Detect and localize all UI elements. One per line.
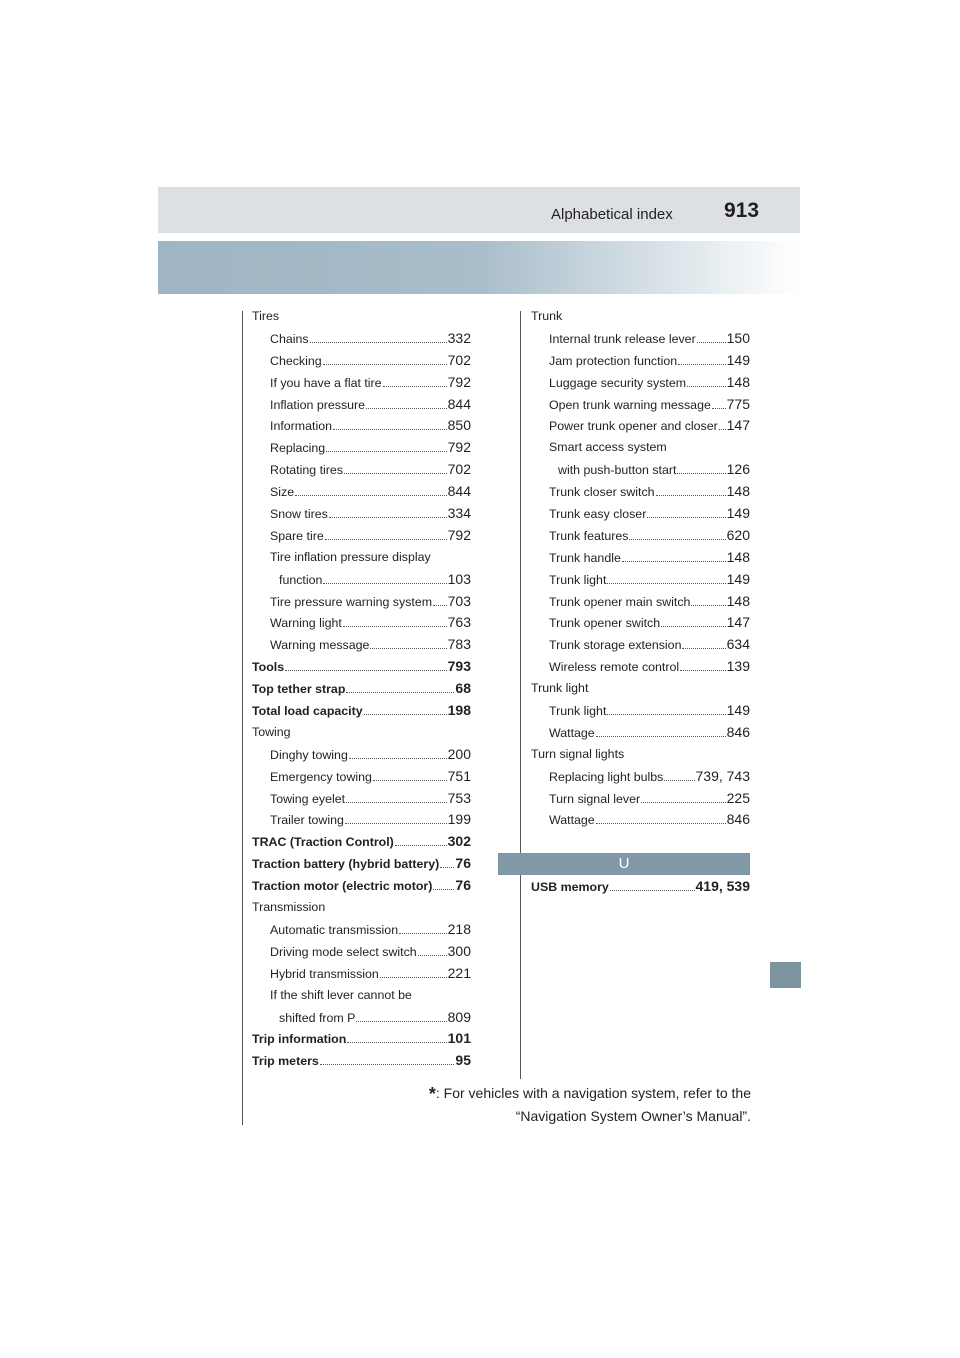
entry-page-ref[interactable]: 199	[447, 811, 471, 828]
leader-dots	[691, 605, 725, 606]
index-entry[interactable]	[252, 394, 471, 416]
leader-dots	[596, 823, 726, 824]
entry-label: Internal trunk release lever	[549, 331, 696, 346]
footnote-line-2: “Navigation System Owner’s Manual”.	[515, 1108, 751, 1124]
leader-dots	[380, 977, 447, 978]
entry-page-ref[interactable]: 68	[455, 680, 471, 697]
entry-label: Chains	[270, 331, 309, 346]
index-entry[interactable]	[531, 809, 750, 831]
entry-page-ref[interactable]: 149	[726, 570, 750, 587]
leader-dots	[610, 890, 695, 891]
section-header-u: U	[498, 853, 750, 875]
entry-label: Trip information	[252, 1032, 347, 1047]
entry-page-ref[interactable]: 809	[447, 1008, 471, 1025]
entry-label: with push-button start	[558, 463, 677, 478]
leader-dots	[329, 517, 447, 518]
entry-page-ref[interactable]: 792	[447, 439, 471, 456]
leader-dots	[346, 692, 454, 693]
entry-label: Trailer towing	[270, 813, 344, 828]
entry-label: Trunk light	[549, 572, 607, 587]
index-entry	[252, 547, 471, 569]
index-entry[interactable]	[252, 525, 471, 547]
index-entry[interactable]	[252, 744, 471, 766]
entry-page-ref[interactable]: 783	[447, 636, 471, 653]
entry-label: Information	[270, 419, 332, 434]
index-entry[interactable]	[252, 481, 471, 503]
index-entry[interactable]	[531, 788, 750, 810]
entry-page-ref[interactable]: 200	[447, 745, 471, 762]
leader-dots	[697, 342, 726, 343]
index-entry	[252, 306, 471, 328]
index-entry[interactable]	[531, 328, 750, 350]
index-entry[interactable]	[252, 1050, 471, 1072]
entry-page-ref[interactable]: 148	[726, 548, 750, 565]
leader-dots	[656, 495, 726, 496]
header-decoration-bar	[158, 241, 800, 294]
entry-page-ref[interactable]: 147	[726, 614, 750, 631]
entry-label: shifted from P	[279, 1010, 356, 1025]
index-entry	[531, 306, 750, 328]
leader-dots	[399, 933, 447, 934]
entry-page-ref[interactable]: 148	[726, 373, 750, 390]
entry-label: Smart access system	[549, 440, 667, 455]
entry-label: Trunk light	[549, 704, 607, 719]
index-entry[interactable]	[531, 503, 750, 525]
entry-label: Tire pressure warning system	[270, 594, 433, 609]
leader-dots	[687, 386, 726, 387]
index-entry[interactable]	[531, 569, 750, 591]
index-entry[interactable]	[531, 459, 750, 481]
entry-page-ref[interactable]: 148	[726, 592, 750, 609]
leader-dots	[325, 539, 447, 540]
index-entry	[531, 437, 750, 459]
index-entry[interactable]	[252, 963, 471, 985]
index-entry	[531, 678, 750, 700]
index-entry	[252, 985, 471, 1007]
leader-dots	[323, 583, 446, 584]
leader-dots	[347, 1042, 446, 1043]
entry-page-ref[interactable]: 775	[726, 395, 750, 412]
leader-dots	[440, 867, 454, 868]
leader-dots	[320, 1064, 455, 1065]
entry-label: If you have a flat tire	[270, 375, 382, 390]
entry-label: Trunk handle	[549, 550, 621, 565]
entry-label: Inflation pressure	[270, 397, 366, 412]
entry-label: Trunk opener main switch	[549, 594, 691, 609]
entry-label: Turn signal lights	[531, 746, 625, 761]
entry-page-ref[interactable]: 218	[447, 920, 471, 937]
leader-dots	[719, 429, 726, 430]
index-entry[interactable]	[531, 722, 750, 744]
entry-page-ref[interactable]: 302	[447, 833, 471, 850]
leader-dots	[680, 670, 726, 671]
leader-dots	[607, 714, 725, 715]
leader-dots	[333, 429, 447, 430]
entry-page-ref[interactable]: 846	[726, 811, 750, 828]
entry-label: Trunk easy closer	[549, 507, 647, 522]
entry-label: Tire inflation pressure display	[270, 549, 431, 564]
index-entry[interactable]	[531, 656, 750, 678]
entry-label: Traction battery (hybrid battery)	[252, 857, 440, 872]
index-entry[interactable]	[252, 919, 471, 941]
entry-label: Snow tires	[270, 507, 328, 522]
entry-label: Top tether strap	[252, 682, 346, 697]
entry-label: TRAC (Traction Control)	[252, 835, 394, 850]
entry-label: function	[279, 572, 323, 587]
leader-dots	[366, 408, 447, 409]
entry-label: Wattage	[549, 725, 595, 740]
entry-label: Total load capacity	[252, 704, 363, 719]
index-entry[interactable]	[252, 788, 471, 810]
index-entry[interactable]	[252, 700, 471, 722]
entry-label: Wireless remote control	[549, 660, 680, 675]
leader-dots	[323, 364, 447, 365]
entry-label: Emergency towing	[270, 769, 372, 784]
entry-page-ref[interactable]: 300	[447, 942, 471, 959]
leader-dots	[712, 408, 726, 409]
index-entry[interactable]	[252, 853, 471, 875]
index-entry[interactable]	[252, 415, 471, 437]
entry-label: Tools	[252, 660, 285, 675]
entry-label: Towing eyelet	[270, 791, 346, 806]
entry-page-ref[interactable]: 620	[726, 526, 750, 543]
entry-page-ref[interactable]: 739, 743	[695, 767, 750, 784]
index-entry[interactable]	[252, 831, 471, 853]
entry-label: Turn signal lever	[549, 791, 641, 806]
entry-page-ref[interactable]: 334	[447, 505, 471, 522]
index-entry[interactable]	[252, 591, 471, 613]
index-entry[interactable]	[252, 503, 471, 525]
index-entry[interactable]	[252, 941, 471, 963]
index-entry[interactable]	[531, 766, 750, 788]
header-band	[158, 187, 800, 233]
leader-dots	[661, 626, 726, 627]
index-entry[interactable]	[531, 394, 750, 416]
index-entry[interactable]	[252, 437, 471, 459]
column-divider-rule	[520, 311, 521, 1079]
entry-label: Traction motor (electric motor)	[252, 879, 433, 894]
leader-dots	[345, 823, 447, 824]
entry-label: Spare tire	[270, 528, 324, 543]
entry-page-ref[interactable]: 95	[455, 1052, 471, 1069]
entry-label: Towing	[252, 724, 291, 739]
entry-label: Rotating tires	[270, 463, 344, 478]
entry-page-ref[interactable]: 103	[447, 570, 471, 587]
index-entry[interactable]	[252, 809, 471, 831]
index-entry[interactable]	[531, 547, 750, 569]
index-entry[interactable]	[531, 350, 750, 372]
leader-dots	[641, 802, 726, 803]
page-number: 913	[724, 199, 760, 222]
entry-page-ref[interactable]: 702	[447, 461, 471, 478]
footnote-asterisk: *	[428, 1084, 436, 1104]
leader-dots	[418, 955, 447, 956]
leader-dots	[596, 736, 726, 737]
leader-dots	[629, 539, 725, 540]
entry-page-ref[interactable]: 101	[447, 1030, 471, 1047]
index-entry-usb-memory[interactable]	[531, 876, 750, 898]
entry-page-ref[interactable]: 225	[726, 789, 750, 806]
index-entry[interactable]	[252, 1007, 471, 1029]
entry-label: Trunk closer switch	[549, 485, 655, 500]
index-entry[interactable]	[252, 766, 471, 788]
index-column-right	[531, 306, 750, 831]
entry-page-ref[interactable]: 844	[447, 483, 471, 500]
entry-label: Driving mode select switch	[270, 944, 417, 959]
index-entry[interactable]	[252, 634, 471, 656]
index-entry[interactable]	[252, 350, 471, 372]
entry-label: Tires	[252, 309, 280, 323]
index-entry[interactable]	[252, 612, 471, 634]
index-entry	[252, 897, 471, 919]
leader-dots	[647, 517, 725, 518]
leader-dots	[664, 780, 694, 781]
index-entry	[252, 722, 471, 744]
leader-dots	[295, 495, 447, 496]
entry-page-ref[interactable]: 702	[447, 351, 471, 368]
index-entry[interactable]	[252, 328, 471, 350]
entry-page-ref[interactable]: 147	[726, 417, 750, 434]
section-tab-marker	[770, 962, 801, 988]
entry-page-ref[interactable]: 332	[447, 329, 471, 346]
entry-page-ref[interactable]: 149	[726, 505, 750, 522]
index-entry[interactable]	[252, 569, 471, 591]
index-entry	[531, 744, 750, 766]
entry-page-ref[interactable]: 76	[455, 877, 471, 894]
index-column-left	[252, 306, 471, 1072]
leader-dots	[344, 473, 447, 474]
index-entry[interactable]	[252, 656, 471, 678]
entry-label: Trunk storage extension	[549, 638, 682, 653]
entry-page-ref[interactable]: 844	[447, 395, 471, 412]
leader-dots	[370, 648, 446, 649]
entry-label: Trunk	[531, 309, 563, 323]
leader-dots	[310, 342, 447, 343]
entry-page-ref[interactable]: 751	[447, 767, 471, 784]
entry-page-ref[interactable]: 149	[726, 351, 750, 368]
leader-dots	[607, 583, 725, 584]
entry-page-ref[interactable]: 139	[726, 658, 750, 675]
entry-label: Power trunk opener and closer	[549, 419, 718, 434]
leader-dots	[383, 386, 447, 387]
entry-label: Luggage security system	[549, 375, 687, 390]
entry-page-ref[interactable]: 703	[447, 592, 471, 609]
index-entry[interactable]	[252, 459, 471, 481]
entry-label: Hybrid transmission	[270, 966, 379, 981]
index-entry[interactable]	[531, 700, 750, 722]
left-margin-rule	[242, 311, 243, 1125]
entry-page-ref[interactable]: 850	[447, 417, 471, 434]
entry-label: Trunk light	[531, 681, 589, 696]
entry-label: Size	[270, 485, 295, 500]
leader-dots	[373, 780, 447, 781]
entry-page-ref[interactable]: 198	[447, 702, 471, 719]
entry-label: USB memory	[531, 880, 609, 894]
entry-page-ref[interactable]: 149	[726, 702, 750, 719]
entry-label: Transmission	[252, 900, 326, 915]
index-entry[interactable]	[531, 372, 750, 394]
entry-page-ref[interactable]: 793	[447, 658, 471, 675]
index-entry[interactable]	[531, 481, 750, 503]
entry-label: Checking	[270, 353, 322, 368]
leader-dots	[346, 802, 447, 803]
leader-dots	[678, 364, 726, 365]
leader-dots	[356, 1021, 446, 1022]
index-entry[interactable]	[252, 1028, 471, 1050]
page-title: Alphabetical index	[551, 206, 673, 223]
footnote-line-1: : For vehicles with a navigation system, refer to the	[435, 1085, 751, 1101]
leader-dots	[285, 670, 447, 671]
leader-dots	[433, 889, 454, 890]
entry-label: Jam protection function	[549, 353, 678, 368]
entry-page-ref[interactable]: 150	[726, 329, 750, 346]
leader-dots	[349, 758, 447, 759]
entry-label: Trip meters	[252, 1054, 319, 1069]
entry-label: Open trunk warning message	[549, 397, 711, 412]
entry-label: Wattage	[549, 813, 595, 828]
entry-label: Trunk features	[549, 528, 629, 543]
index-entry[interactable]	[531, 612, 750, 634]
entry-label: Dinghy towing	[270, 747, 348, 762]
entry-page-ref[interactable]: 763	[447, 614, 471, 631]
entry-label: Automatic transmission	[270, 922, 399, 937]
entry-page-ref[interactable]: 419, 539	[695, 878, 750, 894]
leader-dots	[326, 451, 447, 452]
index-entry[interactable]	[531, 525, 750, 547]
leader-dots	[364, 714, 447, 715]
entry-label: Replacing light bulbs	[549, 769, 664, 784]
entry-page-ref[interactable]: 792	[447, 373, 471, 390]
entry-page-ref[interactable]: 753	[447, 789, 471, 806]
index-entry[interactable]	[531, 634, 750, 656]
index-entry[interactable]	[531, 415, 750, 437]
leader-dots	[677, 473, 725, 474]
entry-page-ref[interactable]: 76	[455, 855, 471, 872]
entry-label: Warning light	[270, 616, 342, 631]
index-entry[interactable]	[252, 372, 471, 394]
entry-page-ref[interactable]: 221	[447, 964, 471, 981]
entry-page-ref[interactable]: 148	[726, 483, 750, 500]
entry-page-ref[interactable]: 792	[447, 526, 471, 543]
index-entry[interactable]	[531, 591, 750, 613]
leader-dots	[622, 561, 726, 562]
entry-page-ref[interactable]: 126	[726, 461, 750, 478]
entry-page-ref[interactable]: 846	[726, 723, 750, 740]
leader-dots	[395, 845, 447, 846]
index-entry[interactable]	[252, 678, 471, 700]
entry-label: Replacing	[270, 441, 326, 456]
index-entry[interactable]	[252, 875, 471, 897]
entry-label: If the shift lever cannot be	[270, 987, 412, 1002]
leader-dots	[682, 648, 725, 649]
entry-label: Warning message	[270, 638, 370, 653]
leader-dots	[433, 605, 447, 606]
entry-label: Trunk opener switch	[549, 616, 661, 631]
leader-dots	[343, 626, 447, 627]
entry-page-ref[interactable]: 634	[726, 636, 750, 653]
footnote	[400, 1082, 751, 1127]
